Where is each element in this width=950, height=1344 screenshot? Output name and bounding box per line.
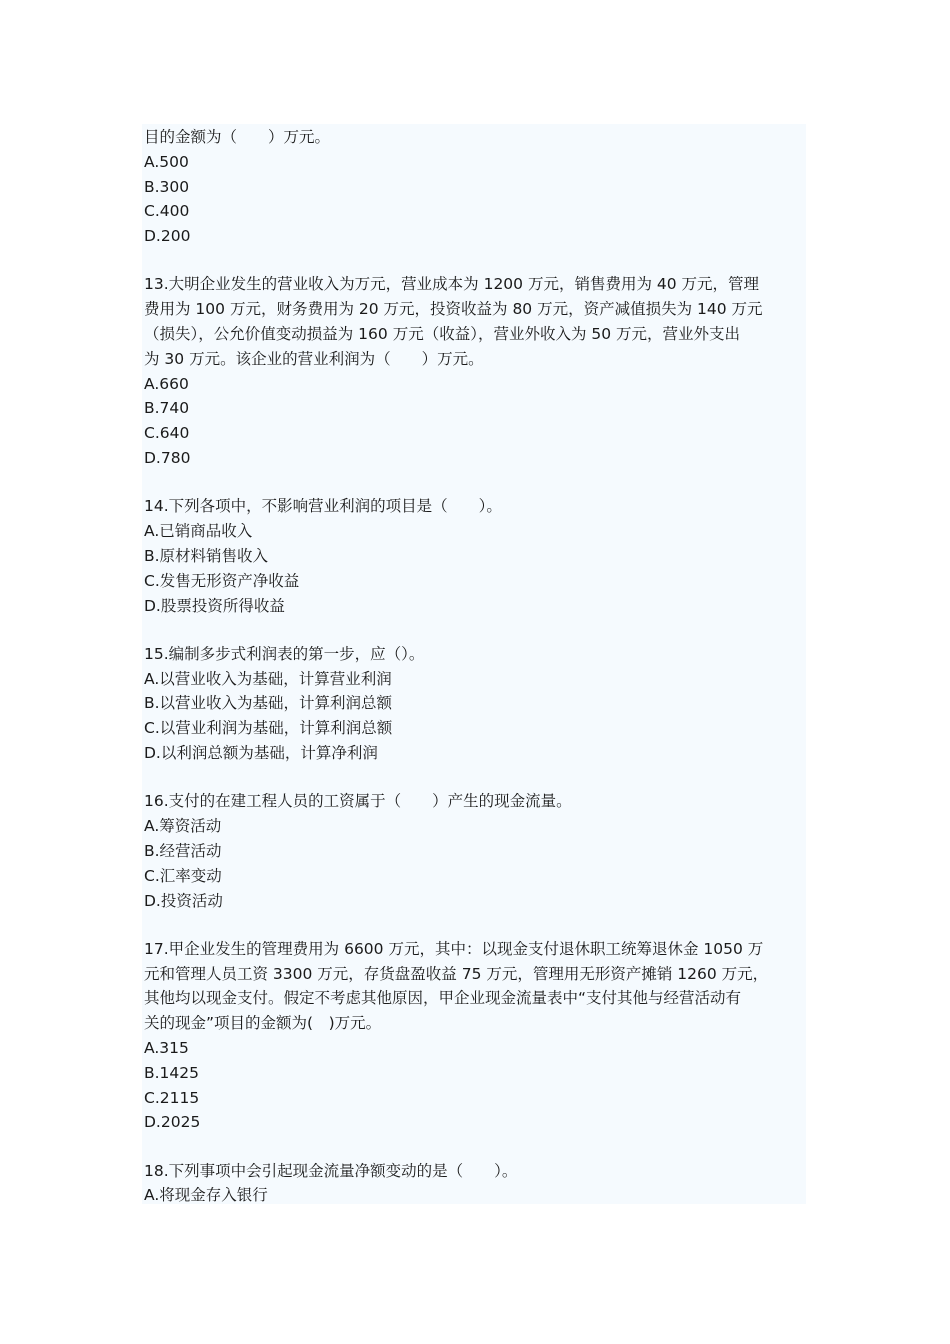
option-c: C.发售无形资产净收益 [144,571,300,590]
question-stem-line: 13.大明企业发生的营业收入为万元，营业成本为 1200 万元，销售费用为 40 万元，管理 [144,275,760,294]
question-13 [144,272,806,470]
spacer [144,1135,806,1159]
option-d: D.以利润总额为基础，计算净利润 [144,744,378,763]
option-b: B.1425 [144,1063,200,1082]
option-d: D.200 [144,227,191,246]
option-c: C.2115 [144,1088,200,1107]
question-stem-line: 元和管理人员工资 3300 万元，存货盘盈收益 75 万元，管理用无形资产摊销 1260 万元， [144,964,769,983]
question-stem-line: 15.编制多步式利润表的第一步，应（）。 [144,644,425,663]
question-stem-line: 16.支付的在建工程人员的工资属于（ ）产生的现金流量。 [144,792,572,811]
question-stem-line: 费用为 100 万元，财务费用为 20 万元，投资收益为 80 万元，资产减值损失为 140 万元 [144,300,763,319]
option-d: D.股票投资所得收益 [144,596,285,615]
option-c: C.400 [144,202,190,221]
option-a: A.以营业收入为基础，计算营业利润 [144,669,392,688]
question-stem-line: 目的金额为（ ）万元。 [144,128,331,146]
option-a: A.660 [144,374,189,393]
option-b: B.740 [144,399,190,418]
question-15 [144,642,806,766]
option-d: D.780 [144,449,191,468]
question-stem-line: 18.下列事项中会引起现金流量净额变动的是（ ）。 [144,1161,518,1180]
option-b: B.300 [144,177,190,196]
option-c: C.汇率变动 [144,866,222,885]
question-stem-line: 其他均以现金支付。假定不考虑其他原因，甲企业现金流量表中“支付其他与经营活动有 [144,989,742,1008]
option-a: A.筹资活动 [144,817,222,836]
option-d: D.投资活动 [144,891,223,910]
question-stem-line: 为 30 万元。该企业的营业利润为（ ）万元。 [144,349,484,368]
question-list [144,125,806,1208]
question-18 [144,1159,806,1209]
spacer [144,471,806,495]
option-c: C.640 [144,424,190,443]
spacer [144,249,806,273]
question-12 [144,125,806,249]
spacer [144,618,806,642]
option-a: A.将现金存入银行 [144,1186,268,1205]
option-a: A.315 [144,1039,189,1057]
question-stem-line: 17.甲企业发生的管理费用为 6600 万元，其中：以现金支付退休职工统筹退休金 1050 万 [144,939,764,958]
option-b: B.以营业收入为基础，计算利润总额 [144,694,393,713]
question-14 [144,494,806,618]
question-16 [144,789,806,913]
question-stem-line: 关的现金”项目的金额为( )万元。 [144,1014,382,1033]
option-b: B.原材料销售收入 [144,546,269,565]
question-stem-line: （损失），公允价值变动损益为 160 万元（收益），营业外收入为 50 万元，营业外支出 [144,325,741,344]
option-d: D.2025 [144,1113,201,1132]
option-a: A.已销商品收入 [144,522,253,541]
spacer [144,913,806,937]
spacer [144,766,806,790]
question-stem-line: 14.下列各项中，不影响营业利润的项目是（ ）。 [144,497,502,516]
option-c: C.以营业利润为基础，计算利润总额 [144,719,393,738]
question-17 [144,937,806,1135]
option-a: A.500 [144,152,189,171]
option-b: B.经营活动 [144,841,222,860]
